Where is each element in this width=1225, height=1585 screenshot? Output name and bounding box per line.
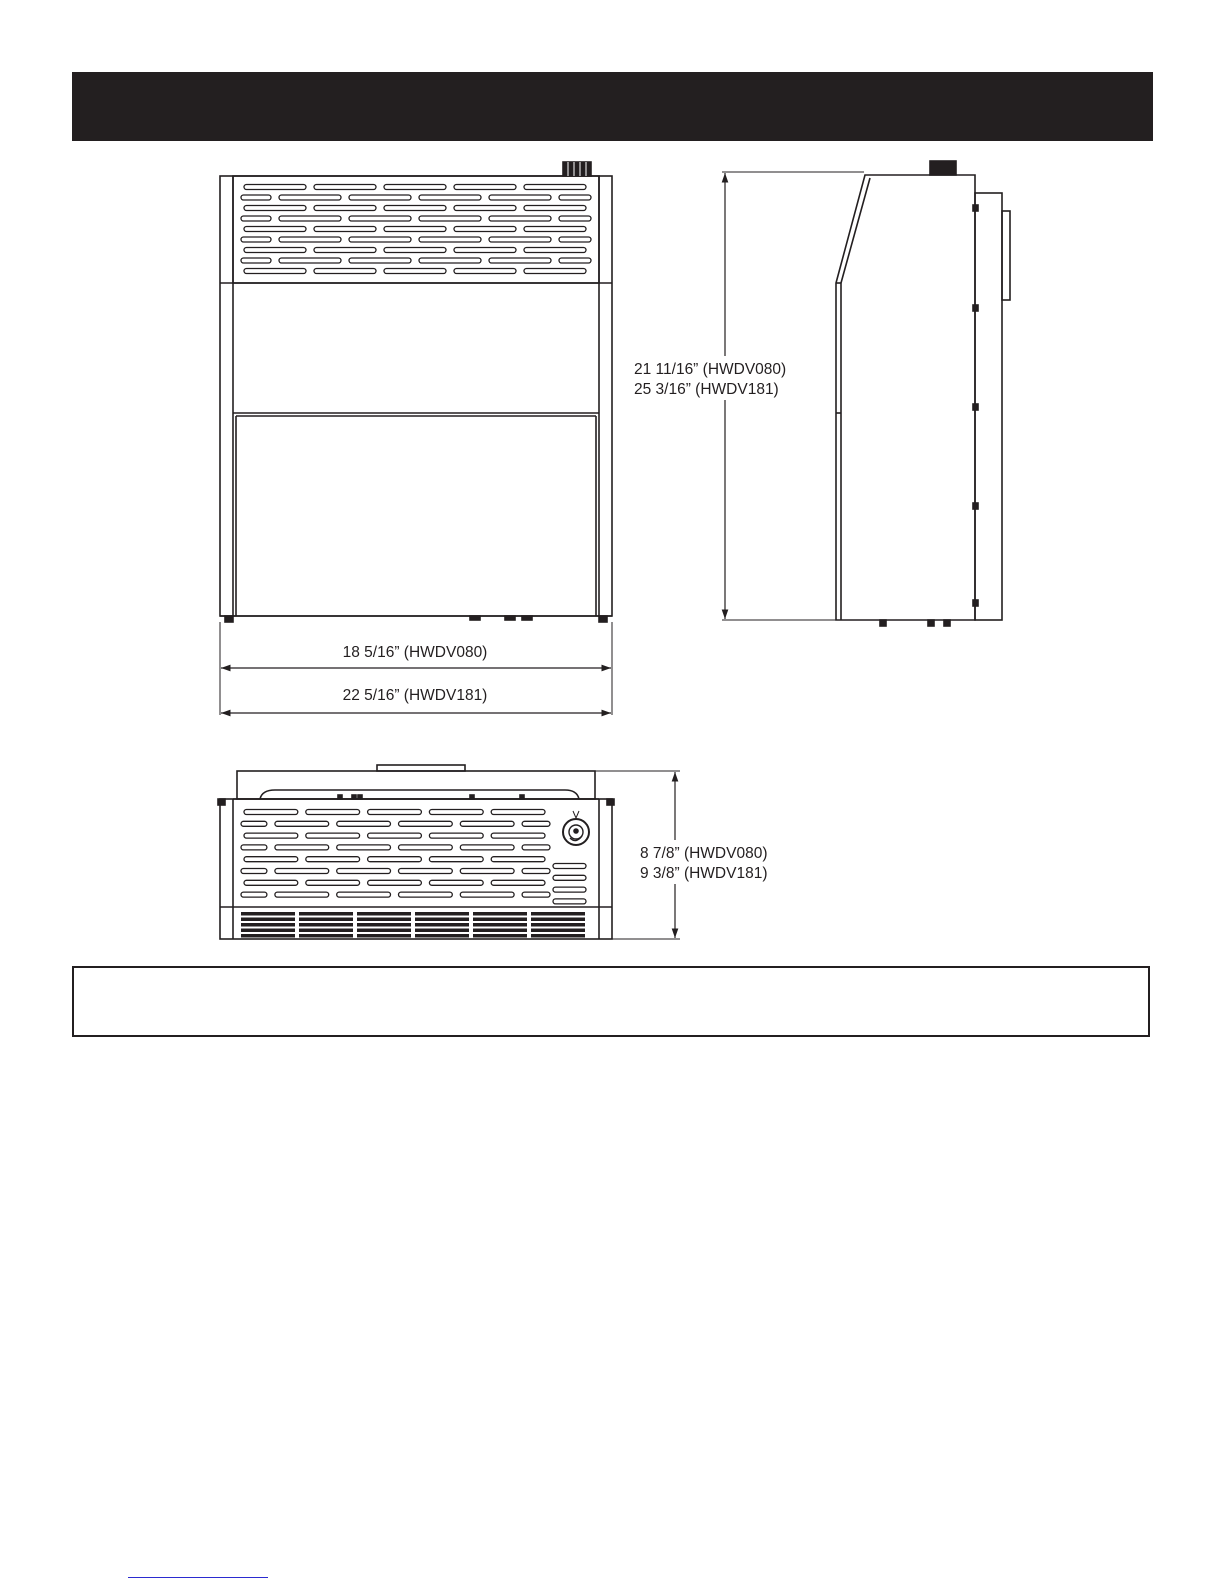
louver-slot <box>454 227 516 232</box>
front-outer-frame <box>220 176 612 616</box>
grill-bar <box>415 929 469 933</box>
louver-slot <box>524 206 586 211</box>
louver-slot <box>279 258 341 263</box>
grill-bar <box>531 923 585 927</box>
louver-slot <box>244 833 298 838</box>
louver-slot <box>306 857 360 862</box>
louver-slot <box>244 185 306 190</box>
louver-slot <box>489 195 551 200</box>
louver-slot <box>454 185 516 190</box>
louver-slot <box>306 833 360 838</box>
louver-slot <box>241 216 271 221</box>
grill-bar <box>473 929 527 933</box>
grill-bar <box>473 934 527 938</box>
grill-bar <box>531 912 585 916</box>
louver-slot <box>491 857 545 862</box>
louver-slot <box>553 875 586 880</box>
louver-slot <box>337 892 391 897</box>
louver-slot <box>553 864 586 869</box>
louver-slot <box>419 216 481 221</box>
grill-bar <box>357 918 411 922</box>
louver-slot <box>349 195 411 200</box>
louver-slot <box>522 892 550 897</box>
louver-slot <box>454 206 516 211</box>
louver-slot <box>384 227 446 232</box>
louver-slot <box>279 195 341 200</box>
grill-bar <box>473 912 527 916</box>
footer-rule <box>128 1577 268 1578</box>
louver-slot <box>454 269 516 274</box>
height-hwdv080-label: 21 11/16” (HWDV080) <box>634 361 787 378</box>
louver-slot <box>368 833 422 838</box>
grill-bar <box>531 934 585 938</box>
grill-bar <box>299 929 353 933</box>
grill-bar <box>357 912 411 916</box>
louver-slot <box>241 237 271 242</box>
louver-slot <box>559 258 591 263</box>
height-dimensions <box>630 172 864 620</box>
louver-slot <box>419 258 481 263</box>
louver-slot <box>399 869 453 874</box>
louver-slot <box>491 833 545 838</box>
louver-slot <box>559 195 591 200</box>
louver-slot <box>553 899 586 904</box>
top-view <box>218 765 614 939</box>
louver-slot <box>553 887 586 892</box>
grill-bar <box>357 923 411 927</box>
louver-slot <box>275 821 329 826</box>
front-louvers <box>241 185 591 274</box>
grill-bar <box>531 929 585 933</box>
grill-bar <box>473 918 527 922</box>
height-hwdv181-label: 25 3/16” (HWDV181) <box>634 381 779 398</box>
louver-slot <box>275 892 329 897</box>
louver-slot <box>349 216 411 221</box>
grill-bar <box>299 934 353 938</box>
depth-hwdv080-label: 8 7/8” (HWDV080) <box>640 845 768 862</box>
louver-slot <box>241 845 267 850</box>
louver-slot <box>241 821 267 826</box>
louver-slot <box>241 869 267 874</box>
louver-slot <box>522 821 550 826</box>
louver-slot <box>524 269 586 274</box>
louver-slot <box>244 810 298 815</box>
louver-slot <box>491 880 545 885</box>
louver-slot <box>460 821 514 826</box>
louver-slot <box>399 845 453 850</box>
louver-slot <box>314 206 376 211</box>
grill-bar <box>241 923 295 927</box>
grill-bar <box>241 918 295 922</box>
louver-slot <box>337 845 391 850</box>
louver-slot <box>244 248 306 253</box>
louver-slot <box>559 237 591 242</box>
grill-bar <box>299 912 353 916</box>
grill-bar <box>357 929 411 933</box>
louver-slot <box>491 810 545 815</box>
louver-slot <box>241 195 271 200</box>
louver-slot <box>460 892 514 897</box>
louver-slot <box>454 248 516 253</box>
grill-bar <box>415 912 469 916</box>
louver-slot <box>241 892 267 897</box>
front-top-panel <box>233 176 599 283</box>
louver-slot <box>368 810 422 815</box>
louver-slot <box>241 258 271 263</box>
louver-slot <box>460 869 514 874</box>
note-box <box>72 966 1150 1037</box>
louver-slot <box>460 845 514 850</box>
control-knob <box>563 162 591 176</box>
grill-bar <box>473 923 527 927</box>
louver-slot <box>349 237 411 242</box>
louver-slot <box>419 195 481 200</box>
louver-slot <box>384 269 446 274</box>
grill-bar <box>415 918 469 922</box>
louver-slot <box>244 857 298 862</box>
front-view <box>220 162 612 622</box>
louver-slot <box>275 845 329 850</box>
louver-slot <box>429 880 483 885</box>
louver-slot <box>337 869 391 874</box>
louver-slot <box>489 216 551 221</box>
louver-slot <box>244 206 306 211</box>
louver-slot <box>275 869 329 874</box>
grill-bar <box>241 929 295 933</box>
louver-slot <box>337 821 391 826</box>
grill-bar <box>299 923 353 927</box>
grill-bar <box>415 934 469 938</box>
louver-slot <box>399 892 453 897</box>
louver-slot <box>524 248 586 253</box>
louver-slot <box>314 227 376 232</box>
side-view <box>836 161 1010 626</box>
louver-slot <box>429 810 483 815</box>
louver-slot <box>399 821 453 826</box>
top-louvers <box>241 810 586 904</box>
louver-slot <box>522 869 550 874</box>
louver-slot <box>524 185 586 190</box>
louver-slot <box>429 857 483 862</box>
louver-slot <box>368 857 422 862</box>
louver-slot <box>522 845 550 850</box>
grill-bar <box>241 934 295 938</box>
louver-slot <box>524 227 586 232</box>
louver-slot <box>384 206 446 211</box>
grill-bar <box>531 918 585 922</box>
louver-slot <box>559 216 591 221</box>
width-hwdv080-label: 18 5/16” (HWDV080) <box>342 644 488 661</box>
louver-slot <box>368 880 422 885</box>
depth-dimensions <box>595 771 797 939</box>
louver-slot <box>314 185 376 190</box>
grill-bar <box>241 912 295 916</box>
louver-slot <box>244 269 306 274</box>
front-width-dimensions <box>220 622 612 715</box>
louver-slot <box>244 227 306 232</box>
louver-slot <box>419 237 481 242</box>
louver-slot <box>306 880 360 885</box>
louver-slot <box>384 185 446 190</box>
louver-slot <box>279 216 341 221</box>
louver-slot <box>279 237 341 242</box>
louver-slot <box>314 269 376 274</box>
width-hwdv181-label: 22 5/16” (HWDV181) <box>342 687 488 704</box>
louver-slot <box>489 258 551 263</box>
louver-slot <box>244 880 298 885</box>
grill-bar <box>299 918 353 922</box>
louver-slot <box>384 248 446 253</box>
top-bottom-grill <box>241 912 585 938</box>
grill-bar <box>415 923 469 927</box>
grill-bar <box>357 934 411 938</box>
louver-slot <box>489 237 551 242</box>
depth-hwdv181-label: 9 3/8” (HWDV181) <box>640 865 768 882</box>
louver-slot <box>429 833 483 838</box>
louver-slot <box>306 810 360 815</box>
louver-slot <box>349 258 411 263</box>
louver-slot <box>314 248 376 253</box>
